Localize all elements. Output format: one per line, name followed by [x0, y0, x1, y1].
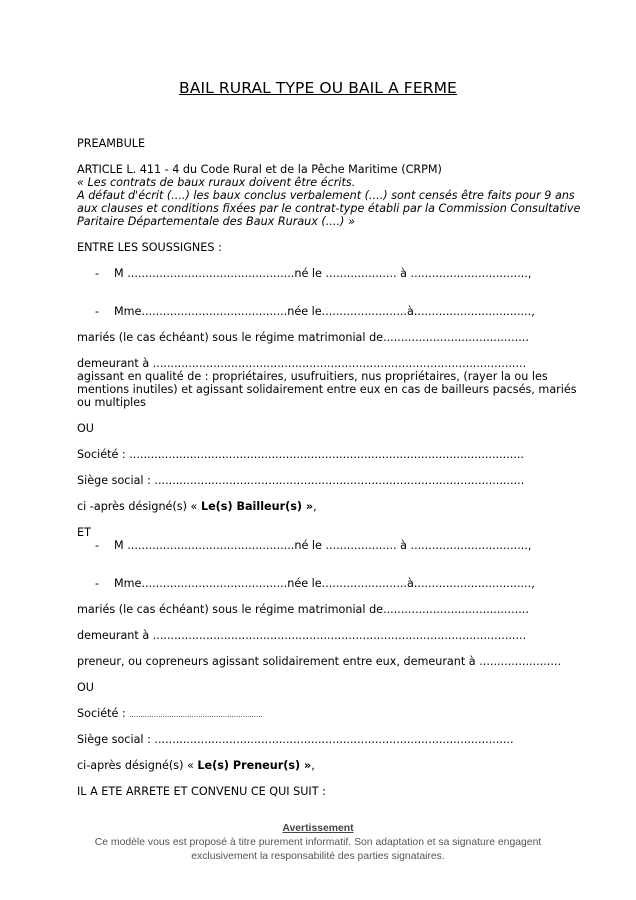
bailleur-societe-line: Société : ............................................................................................................... — [77, 448, 524, 461]
bullet-marker: - — [95, 539, 100, 552]
preneur-m-line: M ...............................................né le .................... à ................................., — [114, 539, 532, 552]
article-reference: ARTICLE L. 411 - 4 du Code Rural et de la Pêche Maritime (CRPM) — [77, 163, 442, 176]
footer-line-1: Ce modèle vous est proposé à titre purement informatif. Son adaptation et sa signature engagent — [94, 837, 542, 848]
designation-prefix: ci-après désigné(s) « — [77, 759, 198, 772]
quote-line-4: Paritaire Départementale des Baux Ruraux (....) » — [77, 215, 355, 228]
footer-line-2: exclusivement la responsabilité des parties signataires. — [191, 851, 445, 862]
bailleur-siege-line: Siège social : ........................................................................................................ — [77, 474, 525, 487]
preneur-designation — [77, 759, 315, 772]
societe-dots: ............................................................ — [129, 711, 263, 719]
page-title: BAIL RURAL TYPE OU BAIL A FERME — [179, 79, 457, 97]
designation-suffix: , — [313, 500, 317, 513]
preneur-mme-line: Mme.........................................née le........................à................................., — [114, 577, 535, 590]
bailleur-qualite-line-1: agissant en qualité de : propriétaires, usufruitiers, nus propriétaires, (rayer la ou les — [77, 370, 548, 383]
preneur-copreneurs-line: preneur, ou copreneurs agissant solidairement entre eux, demeurant à ....................... — [77, 655, 562, 668]
footer-title: Avertissement — [282, 823, 354, 834]
designation-suffix: , — [311, 759, 315, 772]
preneur-societe-line — [77, 707, 263, 722]
bailleur-mme-line: Mme.........................................née le........................à................................., — [114, 305, 535, 318]
designation-bold: Le(s) Bailleur(s) » — [200, 500, 314, 513]
preneur-ou: OU — [77, 681, 94, 694]
entre-heading: ENTRE LES SOUSSIGNES : — [77, 241, 222, 254]
bailleur-qualite-line-3: ou multiples — [77, 396, 147, 409]
quote-line-3: aux clauses et conditions fixées par le contrat-type établi par la Commission Consultative — [77, 202, 581, 215]
bailleur-ou: OU — [77, 422, 94, 435]
bullet-marker: - — [95, 267, 100, 280]
preneur-demeurant-line: demeurant à ......................................................................................................... — [77, 629, 527, 642]
et-heading: ET — [77, 526, 91, 539]
bailleur-m-line: M ...............................................né le .................... à ................................., — [114, 267, 532, 280]
bullet-marker: - — [95, 305, 100, 318]
quote-line-2: A défaut d'écrit (....) les baux conclus verbalement (....) sont censés être faits pour 9 ans — [77, 189, 575, 202]
preneur-maries-line: mariés (le cas échéant) sous le régime matrimonial de......................................... — [77, 603, 529, 616]
designation-bold: Le(s) Preneur(s) » — [197, 759, 312, 772]
bailleur-qualite-line-2: mentions inutiles) et agissant solidairement entre eux en cas de bailleurs pacsés, mariés — [77, 383, 577, 396]
preneur-siege-line: Siège social : ..................................................................................................... — [77, 733, 514, 746]
preambule-heading: PREAMBULE — [77, 137, 146, 150]
societe-label: Société : — [77, 707, 130, 720]
bailleur-maries-line: mariés (le cas échéant) sous le régime matrimonial de......................................... — [77, 331, 529, 344]
bullet-marker: - — [95, 577, 100, 590]
bailleur-demeurant-line: demeurant à ......................................................................................................... — [77, 357, 527, 370]
designation-prefix: ci -après désigné(s) « — [77, 500, 201, 513]
quote-line-1: « Les contrats de baux ruraux doivent être écrits. — [77, 176, 356, 189]
bailleur-designation — [77, 500, 317, 513]
arrete-heading: IL A ETE ARRETE ET CONVENU CE QUI SUIT : — [77, 785, 326, 798]
